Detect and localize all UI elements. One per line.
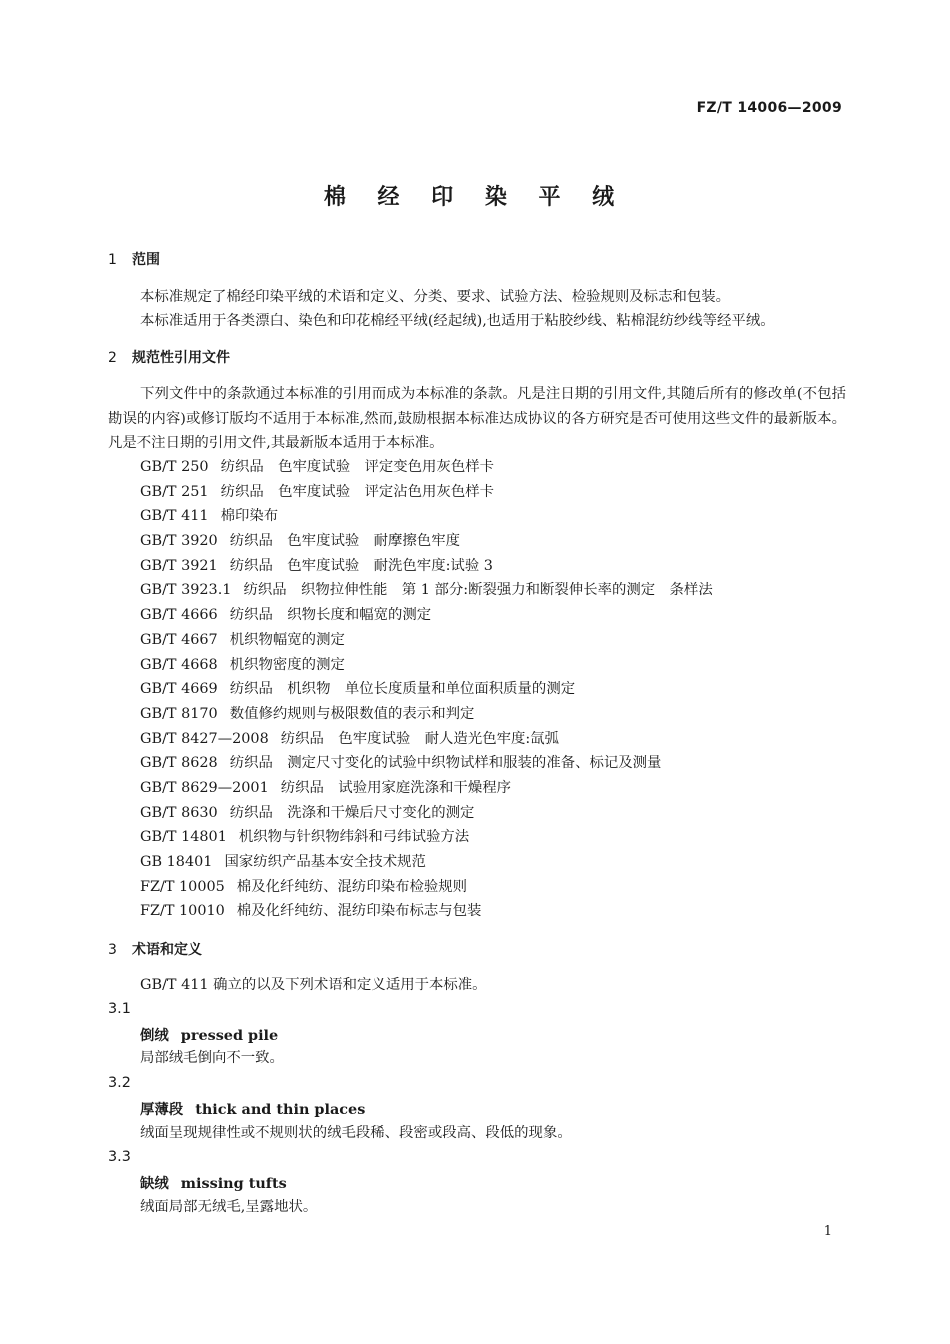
list-item — [140, 504, 713, 529]
list-item — [140, 825, 713, 850]
list-item — [140, 455, 713, 480]
reference-code: FZ/T 10005 — [140, 878, 225, 895]
section-3-heading — [108, 939, 202, 959]
term-name-zh: 缺绒 — [140, 1175, 169, 1192]
section-2-intro: 下列文件中的条款通过本标准的引用而成为本标准的条款。凡是注日期的引用文件,其随后所有的修改单(不包括勘误的内容)或修订版均不适用于本标准,然而,鼓励根据本标准达成协议的各方研究是否可使用这些文件的最新版本。凡是不注日期的引用文件,其最新版本适用于本标准。 — [108, 386, 846, 452]
reference-title: 棉印染布 — [220, 508, 279, 525]
section-3-title: 术语和定义 — [132, 942, 202, 958]
list-item — [140, 801, 713, 826]
list-item — [140, 776, 713, 801]
term-name-en: pressed pile — [180, 1027, 279, 1044]
term-name — [140, 1098, 365, 1119]
section-1-title: 范围 — [132, 252, 160, 268]
reference-title: 纺织品 色牢度试验 耐人造光色牢度:氙弧 — [280, 730, 560, 747]
reference-code: GB/T 8170 — [140, 705, 218, 722]
section-2-title: 规范性引用文件 — [132, 350, 230, 366]
reference-code: GB/T 250 — [140, 459, 209, 475]
reference-code: FZ/T 10010 — [140, 903, 225, 920]
reference-title: 纺织品 织物长度和幅宽的测定 — [229, 607, 432, 624]
list-item — [140, 529, 713, 554]
term-name-en: missing tufts — [180, 1175, 287, 1192]
term-name-en: thick and thin places — [195, 1101, 366, 1118]
reference-title: 纺织品 洗涤和干燥后尺寸变化的测定 — [229, 804, 475, 821]
reference-title: 国家纺织产品基本安全技术规范 — [224, 854, 426, 870]
list-item — [140, 554, 713, 579]
reference-title: 纺织品 色牢度试验 评定变色用灰色样卡 — [220, 459, 494, 475]
section-1-para-2: 本标准适用于各类漂白、染色和印花棉经平绒(经起绒),也适用于粘胶纱线、粘棉混纺纱线等经平绒。 — [140, 313, 775, 329]
section-3-intro: GB/T 411 确立的以及下列术语和定义适用于本标准。 — [140, 977, 487, 993]
reference-code: GB/T 4668 — [140, 656, 218, 673]
list-item — [140, 628, 713, 653]
reference-code: GB/T 8628 — [140, 755, 218, 772]
term-name-zh: 倒绒 — [140, 1027, 169, 1044]
reference-title: 纺织品 试验用家庭洗涤和干燥程序 — [280, 779, 511, 796]
reference-title: 纺织品 色牢度试验 耐摩擦色牢度 — [229, 533, 460, 550]
reference-title: 机织物幅宽的测定 — [229, 631, 345, 648]
reference-code: GB/T 3923.1 — [140, 582, 232, 599]
reference-code: GB/T 3920 — [140, 533, 218, 550]
reference-code: GB/T 4669 — [140, 681, 218, 698]
reference-title: 纺织品 织物拉伸性能 第 1 部分:断裂强力和断裂伸长率的测定 条样法 — [243, 582, 713, 599]
term-number: 3.1 — [108, 1001, 131, 1017]
reference-title: 纺织品 色牢度试验 评定沾色用灰色样卡 — [220, 483, 494, 500]
section-1-heading — [108, 249, 160, 269]
list-item — [140, 480, 713, 505]
list-item — [140, 653, 713, 678]
list-item — [140, 702, 713, 727]
reference-code: GB/T 8629—2001 — [140, 779, 269, 796]
reference-code: GB/T 3921 — [140, 557, 218, 574]
reference-title: 纺织品 机织物 单位长度质量和单位面积质量的测定 — [229, 681, 576, 698]
term-name-zh: 厚薄段 — [140, 1101, 184, 1118]
section-1-para-1: 本标准规定了棉经印染平绒的术语和定义、分类、要求、试验方法、检验规则及标志和包装。 — [140, 289, 731, 305]
section-3-number: 3 — [108, 942, 117, 958]
reference-title: 纺织品 测定尺寸变化的试验中织物试样和服装的准备、标记及测量 — [229, 755, 662, 772]
reference-code: GB/T 251 — [140, 483, 209, 500]
reference-code: GB 18401 — [140, 854, 213, 870]
standard-code: FZ/T 14006—2009 — [696, 100, 842, 116]
reference-list — [140, 455, 713, 924]
list-item — [140, 603, 713, 628]
page-number: 1 — [823, 1224, 832, 1239]
reference-title: 机织物与针织物纬斜和弓纬试验方法 — [238, 829, 470, 846]
list-item — [140, 677, 713, 702]
section-2-heading — [108, 347, 230, 367]
term-definition: 绒面呈现规律性或不规则状的绒毛段稀、段密或段高、段低的现象。 — [140, 1125, 572, 1141]
reference-title: 棉及化纤纯纺、混纺印染布检验规则 — [236, 878, 468, 895]
reference-title: 机织物密度的测定 — [229, 656, 345, 673]
term-number: 3.3 — [108, 1149, 131, 1165]
term-number: 3.2 — [108, 1075, 131, 1091]
reference-code: GB/T 14801 — [140, 829, 227, 846]
reference-title: 棉及化纤纯纺、混纺印染布标志与包装 — [236, 903, 482, 920]
reference-code: GB/T 8630 — [140, 804, 218, 821]
list-item — [140, 751, 713, 776]
term-definition: 绒面局部无绒毛,呈露地状。 — [140, 1199, 318, 1215]
reference-title: 纺织品 色牢度试验 耐洗色牢度:试验 3 — [229, 557, 493, 574]
section-2-number: 2 — [108, 350, 117, 366]
list-item — [140, 727, 713, 752]
reference-code: GB/T 4667 — [140, 631, 218, 648]
term-definition: 局部绒毛倒向不一致。 — [140, 1050, 284, 1066]
list-item — [140, 899, 713, 924]
list-item — [140, 578, 713, 603]
list-item — [140, 875, 713, 900]
list-item — [140, 850, 713, 875]
reference-code: GB/T 8427—2008 — [140, 730, 269, 747]
reference-title: 数值修约规则与极限数值的表示和判定 — [229, 705, 475, 722]
reference-code: GB/T 411 — [140, 508, 209, 525]
term-name — [140, 1024, 278, 1045]
term-name — [140, 1172, 287, 1193]
section-1-number: 1 — [108, 252, 117, 268]
document-title: 棉 经 印 染 平 绒 — [323, 185, 627, 210]
reference-code: GB/T 4666 — [140, 607, 218, 624]
